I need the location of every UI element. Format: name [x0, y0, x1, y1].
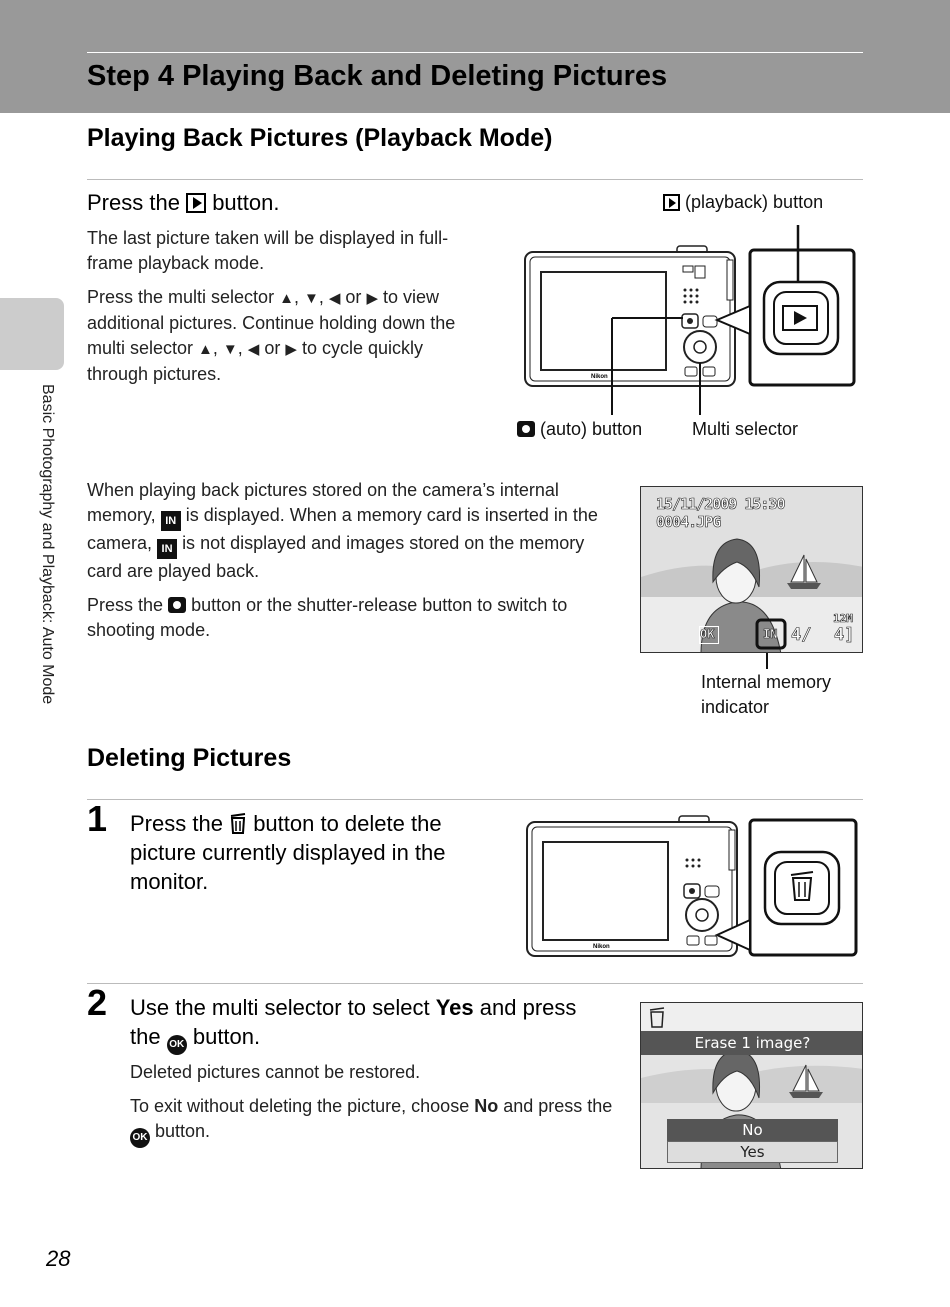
step-rule	[87, 983, 863, 984]
p2-c: button.	[155, 1121, 211, 1141]
step-2-number: 2	[87, 982, 108, 1023]
callout-memory: Internal memory indicator	[701, 672, 832, 717]
step-2-text	[130, 993, 610, 1055]
camera-icon	[168, 597, 186, 613]
down-arrow-icon: ▼	[303, 290, 319, 307]
ok-button-icon: OK	[167, 1035, 187, 1055]
deleting-p1: Deleted pictures cannot be restored.	[130, 1062, 421, 1082]
callout-playback	[663, 192, 823, 213]
left-arrow-icon: ◀	[247, 341, 260, 358]
right-arrow-icon: ▶	[366, 290, 378, 307]
memory-callout-line	[766, 653, 768, 669]
memory-p4	[87, 593, 612, 643]
step1-a: Press the	[130, 811, 223, 836]
internal-memory-icon: IN	[161, 511, 181, 531]
p2-b: and press the	[503, 1096, 613, 1116]
playback-body	[87, 226, 487, 396]
step-1-text	[130, 809, 500, 896]
p2-d: or	[264, 338, 281, 358]
side-label: Basic Photography and Playback: Auto Mode	[39, 384, 56, 705]
right-arrow-icon: ▶	[285, 341, 297, 358]
screen-internal-memory-icon: IN	[763, 627, 778, 641]
dialog-option-yes[interactable]: Yes	[667, 1141, 838, 1163]
deleting-body	[130, 1060, 620, 1157]
deleting-p2	[130, 1094, 620, 1148]
p2-b: or	[345, 287, 362, 307]
step2-a: Use the multi selector to select	[130, 995, 430, 1020]
brand-label: Nikon	[591, 374, 608, 380]
step-1-number: 1	[87, 798, 108, 839]
screen-ok-icon: OK	[699, 626, 719, 644]
down-arrow-icon: ▼	[222, 341, 238, 358]
screen-count-right: 4]	[834, 625, 855, 645]
header-rule	[87, 52, 863, 53]
step2-b: and press the	[130, 995, 577, 1049]
p3-c: is not displayed and images stored on the memory card are played back.	[87, 533, 585, 581]
camera-icon	[517, 421, 535, 437]
p2-no: No	[474, 1096, 499, 1116]
page-number: 28	[46, 1246, 71, 1271]
screen-filename: 0004.JPG	[656, 513, 721, 531]
camera-back-trash-illustration	[517, 810, 867, 965]
p4-b: button or the shutter-release button to switch to shooting mode.	[87, 595, 568, 640]
deleting-rule	[87, 799, 863, 800]
screen-image-size: 12M	[833, 612, 853, 625]
up-arrow-icon: ▲	[198, 341, 213, 358]
callout-auto	[517, 419, 642, 440]
p2-e: to cycle quickly through pictures.	[87, 338, 423, 384]
playback-screen	[640, 486, 863, 653]
dialog-option-no[interactable]: No	[667, 1119, 838, 1141]
p2-c: to view additional pictures. Continue holding down the multi selector	[87, 287, 456, 358]
p3-b: is displayed. When a memory card is inserted in the camera,	[87, 505, 598, 553]
delete-screen	[640, 1002, 863, 1169]
side-tab	[0, 298, 64, 370]
callout-playback-text: (playback) button	[685, 192, 824, 212]
playback-heading: Playing Back Pictures (Playback Mode)	[87, 124, 553, 152]
screen-counter: 4/	[791, 625, 812, 645]
page-title: Step 4 Playing Back and Deleting Pictures	[87, 60, 668, 92]
p2-a: Press the multi selector	[87, 287, 275, 307]
step2-c: button.	[192, 1024, 261, 1049]
step1-b: button to delete the picture currently displayed in the monitor.	[130, 811, 446, 894]
playback-icon	[663, 194, 680, 211]
p4-a: Press the	[87, 595, 164, 615]
p2-a: To exit without deleting the picture, choose	[130, 1096, 470, 1116]
p3-a: When playing back pictures stored on the camera’s internal memory,	[87, 480, 559, 525]
memory-body	[87, 478, 612, 652]
camera-back-illustration	[515, 220, 865, 420]
playback-icon	[186, 193, 206, 213]
callout-auto-text: (auto) button	[540, 419, 643, 439]
dialog-title: Erase 1 image?	[641, 1031, 863, 1055]
step-prefix: Press the	[87, 190, 180, 215]
header-band	[0, 0, 950, 113]
memory-p3	[87, 478, 612, 584]
internal-memory-icon: IN	[157, 539, 177, 559]
up-arrow-icon: ▲	[279, 290, 294, 307]
deleting-heading: Deleting Pictures	[87, 744, 292, 772]
screen-date: 15/11/2009 15:30	[656, 495, 785, 513]
step2-yes: Yes	[435, 995, 474, 1020]
trash-icon	[229, 812, 247, 834]
playback-rule	[87, 179, 863, 180]
playback-p1: The last picture taken will be displayed in full-frame playback mode.	[87, 228, 449, 273]
playback-p2: Press the multi selector ▲, ▼, ◀ or ▶ to view additional pictures. Continue holding down the multi selector ▲, ▼, ◀ or ▶ to cycle quickly through pictures.	[87, 287, 456, 384]
left-arrow-icon: ◀	[328, 290, 341, 307]
callout-multi: Multi selector	[692, 419, 799, 439]
playback-step-heading	[87, 188, 279, 217]
ok-button-icon: OK	[130, 1128, 150, 1148]
step-suffix: button.	[212, 190, 280, 215]
brand-label: Nikon	[593, 944, 610, 950]
